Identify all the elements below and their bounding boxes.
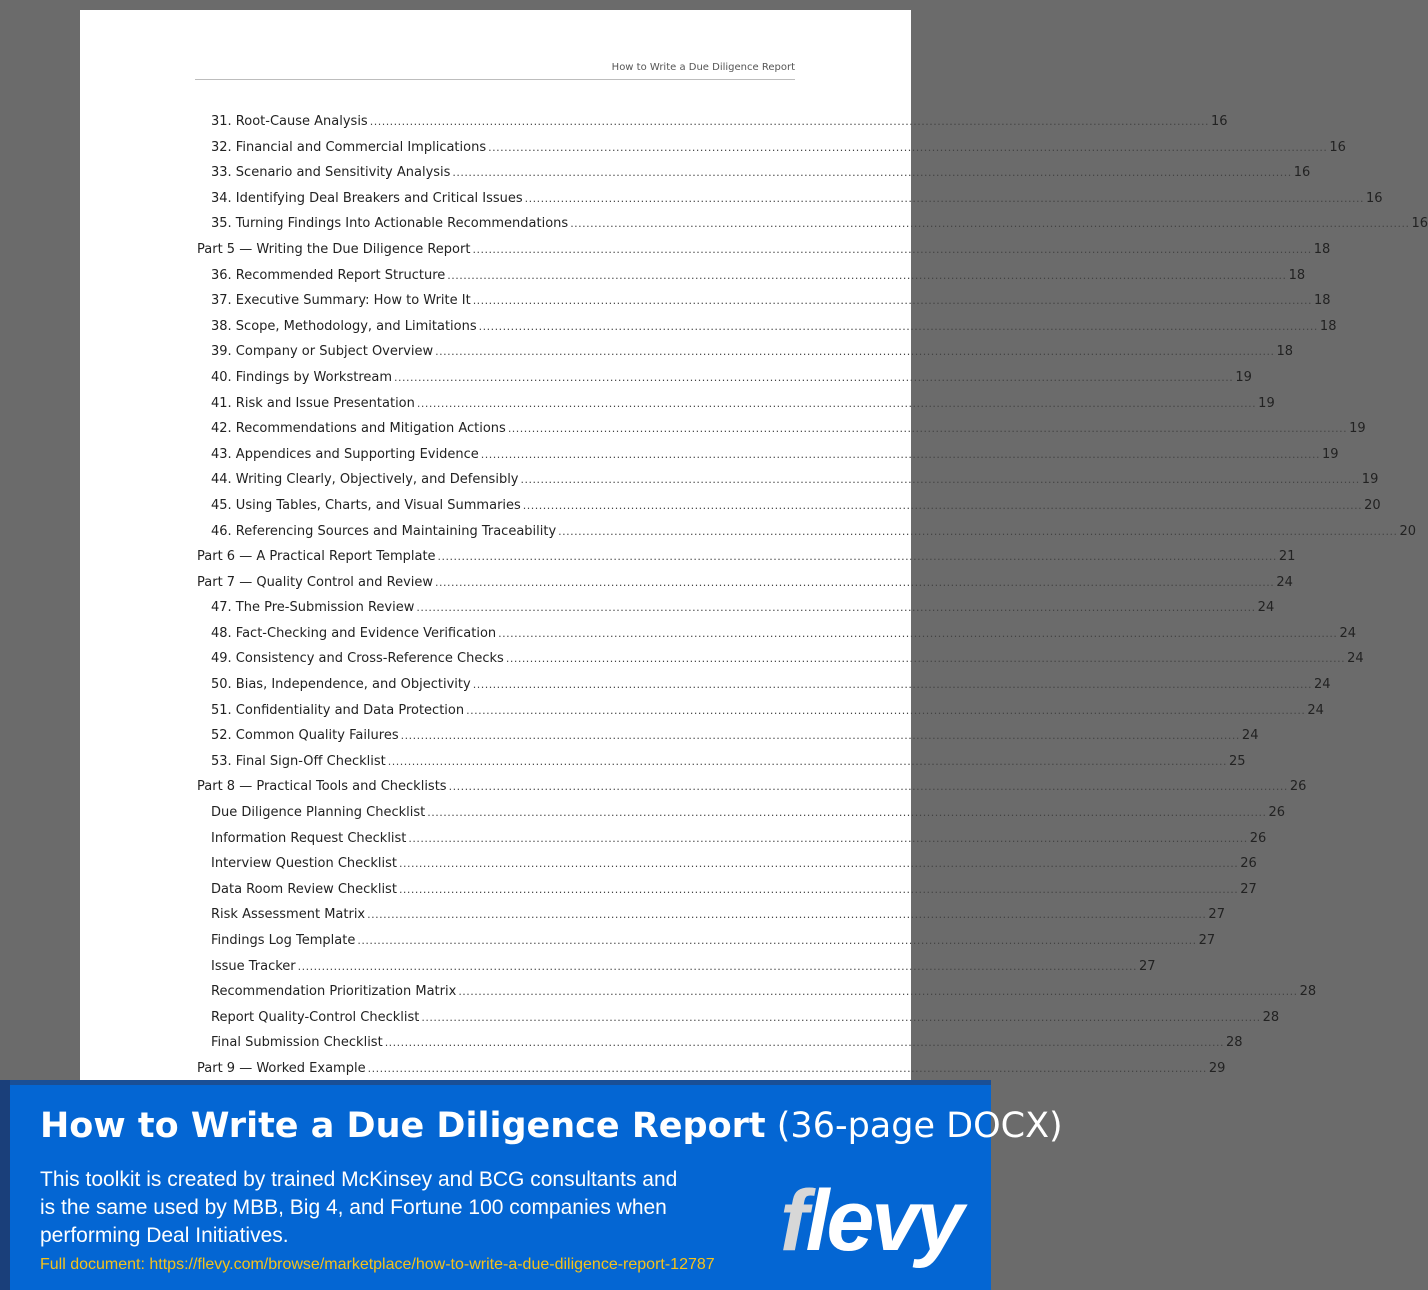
toc-entry[interactable] [197, 928, 1216, 954]
toc-entry[interactable] [197, 979, 1317, 1005]
toc-dot-leader [388, 749, 1227, 775]
toc-entry[interactable] [197, 749, 1246, 775]
toc-entry-title: Report Quality-Control Checklist [211, 1009, 420, 1025]
toc-entry[interactable] [197, 851, 1257, 877]
banner-description: This toolkit is created by trained McKinsey and BCG consultants and is the same used by MBB, Big 4, and Fortune 100 companies when performing Deal Initiatives. [40, 1168, 678, 1247]
toc-entry-title: 50. Bias, Independence, and Objectivity [211, 677, 471, 693]
toc-entry-page-number: 16 [1365, 190, 1383, 206]
toc-entry-page-number: 16 [1411, 216, 1428, 232]
toc-part-entry[interactable] [197, 570, 1293, 596]
toc-dot-leader [438, 544, 1277, 570]
flevy-logo-f: f [780, 1173, 806, 1269]
toc-entry[interactable] [197, 954, 1156, 980]
banner-left-stripe [0, 1080, 10, 1290]
toc-entry-page-number: 26 [1240, 856, 1257, 872]
toc-entry[interactable] [197, 467, 1379, 493]
toc-entry[interactable] [197, 109, 1228, 135]
toc-entry-page-number: 20 [1364, 497, 1381, 513]
toc-entry[interactable] [197, 672, 1331, 698]
toc-entry-title: 46. Referencing Sources and Maintaining Traceability [211, 523, 557, 539]
toc-dot-leader [473, 288, 1312, 314]
toc-dot-leader [401, 723, 1240, 749]
toc-entry-page-number: 29 [1208, 1060, 1226, 1076]
banner-top-border [0, 1080, 991, 1085]
toc-entry[interactable] [197, 826, 1267, 852]
toc-entry-page-number: 18 [1313, 241, 1331, 257]
toc-entry[interactable] [197, 442, 1339, 468]
toc-part-entry[interactable] [197, 1056, 1226, 1082]
toc-dot-leader [399, 877, 1238, 903]
toc-entry-title: 39. Company or Subject Overview [211, 344, 434, 360]
toc-entry-page-number: 19 [1361, 472, 1379, 488]
document-page [80, 10, 1428, 1110]
toc-dot-leader [473, 672, 1312, 698]
toc-entry[interactable] [197, 877, 1257, 903]
toc-entry-page-number: 19 [1322, 446, 1339, 462]
toc-dot-leader [435, 339, 1274, 365]
toc-entry-title: Interview Question Checklist [211, 856, 397, 872]
toc-entry-title: 47. The Pre-Submission Review [211, 600, 415, 616]
flevy-logo-rest: levy [805, 1173, 962, 1269]
toc-entry[interactable] [197, 288, 1331, 314]
toc-dot-leader [298, 954, 1137, 980]
toc-entry-page-number: 25 [1229, 753, 1246, 769]
toc-dot-leader [394, 365, 1233, 391]
toc-entry-title: 41. Risk and Issue Presentation [211, 395, 415, 411]
toc-entry-title: Final Submission Checklist [211, 1035, 383, 1051]
toc-entry[interactable] [197, 1030, 1243, 1056]
toc-entry-title: Part 6 — A Practical Report Template [197, 549, 436, 565]
running-header: How to Write a Due Diligence Report [611, 62, 795, 73]
toc-entry-title: Part 5 — Writing the Due Diligence Report [197, 241, 471, 257]
toc-dot-leader [447, 263, 1286, 289]
toc-dot-leader [506, 646, 1345, 672]
banner-title-suffix: (36-page DOCX) [776, 1106, 1063, 1146]
toc-dot-leader [417, 391, 1256, 417]
toc-entry[interactable] [197, 723, 1259, 749]
toc-entry-page-number: 26 [1249, 830, 1267, 846]
toc-entry-title: Due Diligence Planning Checklist [211, 805, 426, 821]
toc-entry-title: Issue Tracker [211, 958, 296, 974]
toc-entry-title: 35. Turning Findings Into Actionable Recommendations [211, 216, 569, 232]
full-document-link[interactable]: Full document: https://flevy.com/browse/marketplace/how-to-write-a-due-diligence-report-12787 [40, 1256, 715, 1273]
banner-title-main: How to Write a Due Diligence Report [40, 1106, 766, 1146]
toc-entry-page-number: 26 [1289, 779, 1307, 795]
toc-entry-page-number: 28 [1299, 984, 1317, 1000]
toc-entry-title: 36. Recommended Report Structure [211, 267, 446, 283]
table-of-contents [197, 109, 1428, 1082]
toc-entry-title: 48. Fact-Checking and Evidence Verification [211, 625, 497, 641]
toc-dot-leader [357, 928, 1196, 954]
flevy-logo[interactable] [780, 1173, 962, 1269]
toc-entry-title: 42. Recommendations and Mitigation Actions [211, 421, 506, 437]
toc-entry-title: 34. Identifying Deal Breakers and Critical Issues [211, 190, 523, 206]
toc-entry-page-number: 27 [1138, 958, 1156, 974]
toc-entry-title: Risk Assessment Matrix [211, 907, 366, 923]
toc-entry[interactable] [197, 493, 1381, 519]
toc-dot-leader [367, 902, 1206, 928]
toc-entry-page-number: 27 [1208, 907, 1225, 923]
toc-entry-page-number: 24 [1257, 600, 1275, 616]
toc-entry[interactable] [197, 314, 1337, 340]
toc-dot-leader [570, 211, 1409, 237]
toc-dot-leader [479, 314, 1318, 340]
toc-entry[interactable] [197, 211, 1428, 237]
toc-entry-page-number: 19 [1235, 369, 1252, 385]
toc-entry[interactable] [197, 263, 1306, 289]
toc-entry-title: Recommendation Prioritization Matrix [211, 984, 457, 1000]
toc-entry-page-number: 27 [1240, 881, 1257, 897]
toc-dot-leader [421, 1005, 1260, 1031]
toc-dot-leader [368, 1056, 1207, 1082]
toc-entry[interactable] [197, 339, 1293, 365]
promo-banner [0, 1080, 1063, 1290]
banner-title [40, 1106, 1063, 1146]
toc-entry[interactable] [197, 519, 1417, 545]
toc-dot-leader [472, 237, 1311, 263]
toc-dot-leader [458, 979, 1297, 1005]
toc-entry-title: 31. Root-Cause Analysis [211, 114, 368, 129]
toc-dot-leader [488, 135, 1327, 161]
toc-entry-title: Data Room Review Checklist [211, 881, 397, 897]
toc-entry[interactable] [197, 646, 1364, 672]
toc-entry-title: Part 7 — Quality Control and Review [197, 574, 434, 590]
toc-entry-title: Part 9 — Worked Example [197, 1060, 366, 1076]
toc-entry-page-number: 18 [1313, 293, 1331, 309]
toc-entry-page-number: 16 [1329, 139, 1346, 155]
toc-entry-page-number: 19 [1258, 395, 1275, 411]
toc-dot-leader [408, 826, 1247, 852]
toc-entry[interactable] [197, 595, 1275, 621]
toc-part-entry[interactable] [197, 237, 1331, 263]
toc-entry-title: 44. Writing Clearly, Objectively, and Defensibly [211, 472, 519, 488]
toc-entry[interactable] [197, 621, 1356, 647]
toc-dot-leader [399, 851, 1238, 877]
toc-entry-title: Information Request Checklist [211, 830, 407, 846]
toc-dot-leader [523, 493, 1362, 519]
toc-part-entry[interactable] [197, 774, 1307, 800]
toc-entry-title: 38. Scope, Methodology, and Limitations [211, 318, 477, 334]
toc-entry-page-number: 18 [1288, 267, 1306, 283]
toc-entry-page-number: 24 [1347, 651, 1364, 667]
header-rule [195, 79, 795, 80]
toc-entry[interactable] [197, 160, 1311, 186]
toc-entry-page-number: 27 [1198, 933, 1216, 948]
toc-entry-title: 32. Financial and Commercial Implications [211, 139, 487, 155]
toc-entry[interactable] [197, 800, 1286, 826]
toc-entry[interactable] [197, 698, 1324, 724]
toc-dot-leader [449, 774, 1288, 800]
toc-dot-leader [452, 160, 1291, 186]
toc-entry[interactable] [197, 416, 1366, 442]
toc-entry-page-number: 24 [1241, 728, 1259, 744]
toc-entry-title: 33. Scenario and Sensitivity Analysis [211, 165, 451, 181]
toc-dot-leader [498, 621, 1337, 647]
toc-dot-leader [558, 519, 1397, 545]
toc-entry-page-number: 18 [1276, 344, 1293, 360]
toc-entry[interactable] [197, 135, 1346, 161]
toc-entry-title: 45. Using Tables, Charts, and Visual Summaries [211, 497, 521, 513]
toc-dot-leader [385, 1030, 1224, 1056]
toc-entry-title: 40. Findings by Workstream [211, 369, 393, 385]
toc-entry-page-number: 24 [1314, 677, 1331, 693]
toc-entry[interactable] [197, 1005, 1280, 1031]
toc-entry-page-number: 28 [1262, 1009, 1280, 1025]
toc-entry-page-number: 24 [1307, 702, 1324, 718]
toc-entry[interactable] [197, 391, 1275, 417]
toc-entry-page-number: 16 [1293, 165, 1311, 181]
toc-entry[interactable] [197, 365, 1252, 391]
toc-dot-leader [435, 570, 1274, 596]
toc-entry-page-number: 19 [1349, 421, 1366, 437]
toc-entry-title: Part 8 — Practical Tools and Checklists [197, 779, 447, 795]
toc-dot-leader [508, 416, 1347, 442]
toc-entry-title: 37. Executive Summary: How to Write It [211, 293, 471, 309]
toc-dot-leader [525, 186, 1364, 212]
toc-entry-page-number: 24 [1276, 574, 1293, 590]
toc-entry-title: 43. Appendices and Supporting Evidence [211, 446, 479, 462]
toc-entry-page-number: 26 [1268, 805, 1286, 821]
toc-entry-title: Findings Log Template [211, 933, 356, 948]
toc-dot-leader [521, 467, 1360, 493]
toc-entry-page-number: 18 [1319, 318, 1337, 334]
toc-entry[interactable] [197, 186, 1383, 212]
toc-dot-leader [427, 800, 1266, 826]
toc-entry-page-number: 20 [1399, 523, 1417, 539]
toc-dot-leader [370, 109, 1209, 135]
toc-entry-page-number: 21 [1278, 549, 1296, 565]
toc-dot-leader [481, 442, 1320, 468]
toc-entry[interactable] [197, 902, 1225, 928]
toc-dot-leader [416, 595, 1255, 621]
toc-entry-title: 49. Consistency and Cross-Reference Checks [211, 651, 504, 667]
toc-entry-title: 51. Confidentiality and Data Protection [211, 702, 465, 718]
toc-part-entry[interactable] [197, 544, 1296, 570]
toc-entry-title: 53. Final Sign-Off Checklist [211, 753, 386, 769]
toc-entry-page-number: 28 [1225, 1035, 1243, 1051]
toc-entry-page-number: 24 [1339, 625, 1356, 641]
toc-entry-page-number: 16 [1211, 114, 1228, 129]
toc-dot-leader [466, 698, 1305, 724]
toc-entry-title: 52. Common Quality Failures [211, 728, 399, 744]
